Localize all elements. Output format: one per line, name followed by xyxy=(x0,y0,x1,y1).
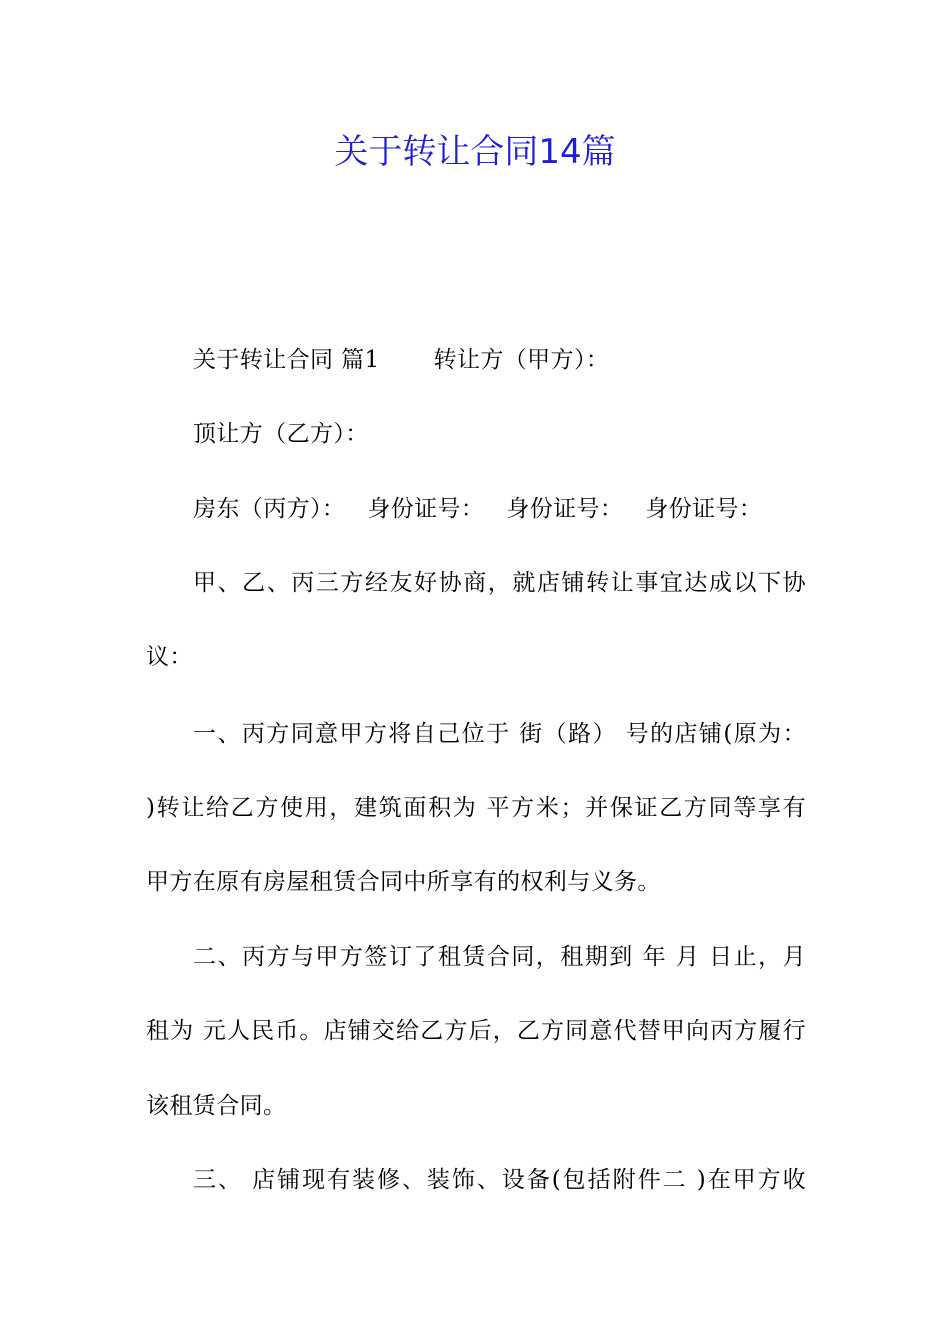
assignee-label: 顶让方（乙方）： xyxy=(193,421,369,447)
paragraph-line: 三、 店铺现有装修、装饰、设备(包括附件二 )在甲方收 xyxy=(193,1167,806,1193)
paragraph-line: 该租赁合同。 xyxy=(146,1093,287,1119)
section-heading: 关于转让合同 篇1 xyxy=(193,347,380,373)
id-number-label: 身份证号： xyxy=(506,496,624,522)
paragraph-line: 甲、乙、丙三方经友好协商，就店铺转让事宜达成以下协 xyxy=(193,570,806,596)
paragraph-line: 租为 元人民币。店铺交给乙方后，乙方同意代替甲向丙方履行 xyxy=(146,1018,806,1044)
paragraph-line: 二、丙方与甲方签订了租赁合同，租期到 年 月 日止，月 xyxy=(193,944,806,970)
landlord-label: 房东（丙方）： xyxy=(193,496,346,522)
document-title: 关于转让合同14篇 xyxy=(334,132,616,172)
paragraph-line: )转让给乙方使用，建筑面积为 平方米；并保证乙方同等享有 xyxy=(146,795,806,821)
paragraph-line xyxy=(193,340,806,380)
id-number-label: 身份证号： xyxy=(367,496,485,522)
id-number-label: 身份证号： xyxy=(645,496,763,522)
transferor-label: 转让方（甲方）： xyxy=(433,347,610,373)
paragraph-line: 议： xyxy=(146,644,193,670)
paragraph-line xyxy=(193,489,806,529)
paragraph-line: 甲方在原有房屋租赁合同中所享有的权利与义务。 xyxy=(146,869,661,895)
paragraph-line: 一、丙方同意甲方将自己位于 街（路） 号的店铺(原为： xyxy=(193,721,806,747)
